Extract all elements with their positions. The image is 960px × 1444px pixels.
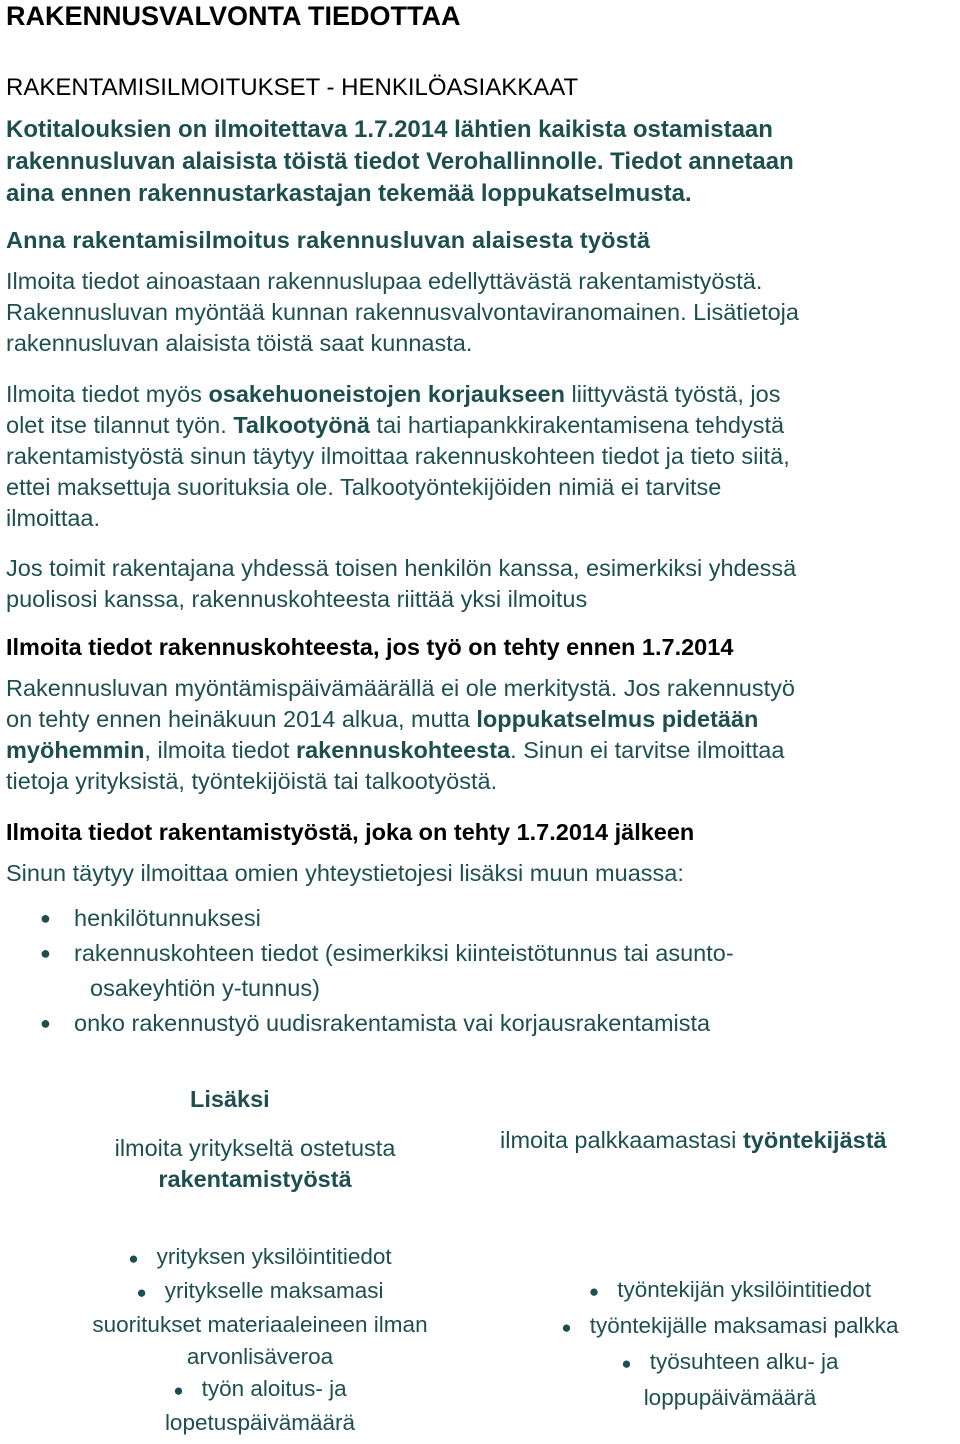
page-subtitle: RAKENTAMISILMOITUKSET - HENKILÖASIAKKAAT <box>6 74 579 101</box>
text-line: Rakennusluvan myöntämispäivämäärällä ei ole merkitystä. Jos rakennustyö <box>6 675 795 701</box>
intro-line: Kotitalouksien on ilmoitettava 1.7.2014 lähtien kaikista ostamistaan <box>6 116 773 143</box>
company-column-title <box>40 1133 470 1195</box>
bullet-icon: ● <box>128 1249 139 1268</box>
company-info-list <box>40 1241 480 1439</box>
bullet-icon: ● <box>588 1282 600 1301</box>
text-line: puolisosi kanssa, rakennuskohteesta riittää yksi ilmoitus <box>6 586 588 612</box>
list-item: ● yrityksen yksilöintitiedot <box>128 1244 392 1269</box>
bullet-icon: ● <box>40 943 51 963</box>
list-item: ● onko rakennustyö uudisrakentamista vai korjausrakentamista <box>40 1006 734 1041</box>
list-item: ● rakennuskohteen tiedot (esimerkiksi kiinteistötunnus tai asunto- <box>40 936 734 971</box>
title-line: rakentamistyöstä <box>158 1166 352 1192</box>
page-title: RAKENNUSVALVONTA TIEDOTTAA <box>6 1 461 31</box>
list-item: ● henkilötunnuksesi <box>40 901 734 936</box>
list-item: ● työn aloitus- ja <box>173 1376 347 1401</box>
list-item: ● työsuhteen alku- ja <box>621 1349 839 1374</box>
required-info-list <box>40 901 734 1041</box>
section-permit-text <box>6 266 799 359</box>
section-heading-building-permit: Anna rakentamisilmoitus rakennusluvan alaisesta työstä <box>6 227 651 253</box>
text-line: Ilmoita tiedot ainoastaan rakennuslupaa edellyttävästä rakentamistyöstä. <box>6 268 763 294</box>
text-line: tietoja yrityksistä, työntekijöistä tai talkootyöstä. <box>6 768 498 794</box>
employee-column-title: ilmoita palkkaamastasi työntekijästä <box>500 1127 887 1153</box>
bullet-icon: ● <box>173 1381 184 1400</box>
joint-builder-paragraph <box>6 553 796 615</box>
intro-line: rakennusluvan alaisista töistä tiedot Verohallinnolle. Tiedot annetaan <box>6 148 794 175</box>
text-line: rakennusluvan alaisista töistä saat kunnasta. <box>6 330 473 356</box>
list-item: ● yritykselle maksamasi <box>136 1278 384 1303</box>
text-line: olet itse tilannut työn. Talkootyönä tai hartiapankkirakentamisena tehdystä <box>6 412 785 438</box>
bullet-icon: ● <box>561 1318 572 1337</box>
text-line: Ilmoita tiedot myös osakehuoneistojen korjaukseen liittyvästä työstä, jos <box>6 381 781 407</box>
text-line: Rakennusluvan myöntää kunnan rakennusvalvontaviranomainen. Lisätietoja <box>6 299 799 325</box>
list-item: ● työntekijälle maksamasi palkka <box>561 1313 899 1338</box>
list-item-continuation: lopetuspäivämäärä <box>164 1410 356 1435</box>
text-line: myöhemmin, ilmoita tiedot rakennuskohteesta. Sinun ei tarvitse ilmoittaa <box>6 737 785 763</box>
text-line: on tehty ennen heinäkuun 2014 alkua, mutta loppukatselmus pidetään <box>6 706 759 732</box>
lisaksi-heading: Lisäksi <box>190 1086 270 1112</box>
list-item-continuation: suoritukset materiaaleineen ilman <box>92 1312 428 1337</box>
list-item: ● työntekijän yksilöintitiedot <box>588 1277 872 1302</box>
title-line: ilmoita yritykseltä ostetusta <box>114 1135 396 1161</box>
bullet-icon: ● <box>136 1283 147 1302</box>
housing-renovation-paragraph <box>6 379 790 534</box>
employee-info-list <box>500 1273 960 1415</box>
section-before-2014-text <box>6 673 795 797</box>
list-item-continuation: loppupäivämäärä <box>643 1385 817 1410</box>
text-line: ettei maksettuja suorituksia ole. Talkootyöntekijöiden nimiä ei tarvitse <box>6 474 722 500</box>
bullet-icon: ● <box>40 1013 51 1033</box>
list-item-continuation: osakeyhtiön y-tunnus) <box>90 975 320 1001</box>
text-line: Jos toimit rakentajana yhdessä toisen henkilön kanssa, esimerkiksi yhdessä <box>6 555 797 581</box>
list-item-continuation: arvonlisäveroa <box>186 1344 334 1369</box>
text-line: rakentamistyöstä sinun täytyy ilmoittaa rakennuskohteen tiedot ja tieto siitä, <box>6 443 790 469</box>
section-heading-before-2014: Ilmoita tiedot rakennuskohteesta, jos työ on tehty ennen 1.7.2014 <box>6 634 734 660</box>
text-line: ilmoittaa. <box>6 505 101 531</box>
intro-line: aina ennen rakennustarkastajan tekemää loppukatselmusta. <box>6 180 692 207</box>
section-heading-after-2014: Ilmoita tiedot rakentamistyöstä, joka on tehty 1.7.2014 jälkeen <box>6 819 695 845</box>
intro-paragraph <box>6 114 794 210</box>
bullet-icon: ● <box>40 908 51 928</box>
section-after-2014-intro: Sinun täytyy ilmoittaa omien yhteystietojesi lisäksi muun muassa: <box>6 860 684 886</box>
bullet-icon: ● <box>621 1354 632 1373</box>
